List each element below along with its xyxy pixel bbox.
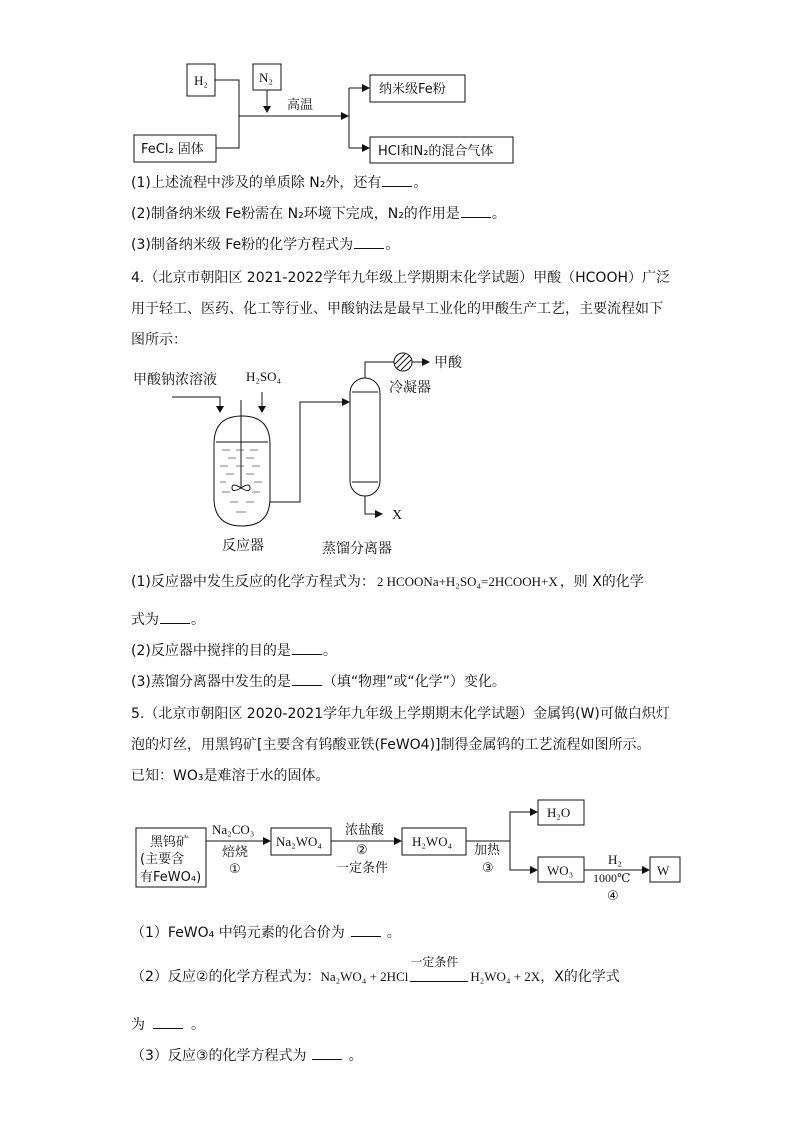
na2wo4-label: Na₂WO₄ [276, 834, 322, 849]
answer-blank[interactable] [160, 611, 190, 624]
q3-part3-text: (3)制备纳米级 Fe粉的化学方程式为 [131, 237, 354, 253]
h2-label: H₂ [194, 73, 208, 88]
answer-blank[interactable] [312, 1047, 342, 1060]
reaction-arrow [408, 955, 470, 985]
q5-part2-line1 [131, 955, 620, 986]
ore-label-3: 有FeWO₄) [140, 870, 202, 885]
q5-part2-tail: ，X的化学式 [540, 969, 620, 985]
answer-blank[interactable] [461, 205, 491, 218]
q5-part1-text: （1）FeWO₄ 中钨元素的化合价为 [131, 925, 345, 941]
q5-part3-text: （3）反应③的化学方程式为 [131, 1048, 307, 1064]
q3-part1 [131, 172, 427, 192]
formic-acid-process-diagram [0, 350, 794, 570]
ore-label-2: (主要含 [140, 852, 185, 867]
q4-intro-line2: 用于轻工、医药、化工等行业、甲酸钠法是最早工业化的甲酸生产工艺，主要流程如下 [131, 301, 663, 317]
q3-part2-text: (2)制备纳米级 Fe粉需在 N₂环境下完成，N₂的作用是 [131, 206, 460, 222]
formic-acid-label: 甲酸 [434, 355, 462, 371]
nano-fe-label: 纳米级Fe粉 [379, 82, 446, 97]
q3-part1-end: 。 [413, 175, 428, 191]
n2-label: N₂ [259, 70, 273, 85]
q5-intro-line2: 泡的灯丝，用黑钨矿[主要含有钨酸亚铁(FeWO4)]制得金属钨的工艺流程如图所示。 [131, 737, 651, 753]
q5-known: 已知：WO₃是难溶于水的固体。 [131, 768, 330, 784]
reactor-vessel [214, 416, 270, 526]
answer-blank[interactable] [382, 174, 412, 187]
q4-part3-tail: （填“物理”或“化学”）变化。 [322, 674, 506, 690]
na2co3-label: Na₂CO₃ [212, 822, 255, 837]
q5-part1 [131, 922, 401, 942]
step3-number: ③ [482, 861, 494, 876]
h2o-label: H₂O [547, 805, 571, 820]
fecl2-label: FeCl₂ 固体 [141, 142, 204, 157]
reactor-label: 反应器 [222, 538, 264, 554]
q5-part2-line2 [131, 1014, 205, 1034]
q4-intro-line1: 4.（北京市朝阳区 2021-2022学年九年级上学期期末化学试题）甲酸（HCOOH）广泛 [131, 270, 670, 286]
condenser-label: 冷凝器 [389, 380, 431, 396]
heat-label: 加热 [474, 843, 501, 858]
q4-equation: 2 HCOONa+H₂SO₄=2HCOOH+X [376, 574, 558, 589]
q5-part2-cont: 为 [131, 1017, 145, 1033]
reaction-condition: 一定条件 [410, 955, 459, 969]
q5-part3 [131, 1045, 362, 1065]
wo3-label: WO₃ [547, 863, 574, 878]
w-label: W [657, 863, 670, 878]
q3-part3-end: 。 [385, 237, 400, 253]
q3-part2-end: 。 [491, 206, 506, 222]
h2so4-label: H₂SO₄ [246, 369, 282, 384]
q5-intro-line1: 5.（北京市朝阳区 2020-2021学年九年级上学期期末化学试题）金属钨(W)可做白炽灯 [131, 706, 670, 722]
q4-part3 [131, 671, 506, 691]
answer-blank[interactable] [351, 924, 381, 937]
step1-number: ① [229, 862, 241, 877]
q4-part3-text: (3)蒸馏分离器中发生的是 [131, 674, 291, 690]
q4-part1-tail: ，则 X的化学 [559, 574, 644, 590]
q4-part1-text: (1)反应器中发生反应的化学方程式为： [131, 574, 375, 590]
q3-part2 [131, 203, 506, 223]
q4-part1-line2 [131, 609, 205, 629]
q4-intro-line3: 图所示： [131, 332, 187, 348]
high-temp-label: 高温 [287, 98, 314, 113]
answer-blank[interactable] [292, 642, 322, 655]
answer-blank[interactable] [354, 236, 384, 249]
hcl-n2-label: HCl和N₂的混合气体 [378, 144, 494, 159]
q5-part2-end: 。 [191, 1017, 205, 1033]
q5-equation-lhs: Na₂WO₄ + 2HCl [320, 969, 409, 984]
ore-label-1: 黑钨矿 [150, 835, 190, 850]
q5-part2-text: （2）反应②的化学方程式为： [131, 969, 321, 985]
q3-part1-text: (1)上述流程中涉及的单质除 N₂外，还有 [131, 175, 382, 191]
q5-equation-rhs: H₂WO₄ + 2X [470, 969, 541, 984]
column-label: 蒸馏分离器 [322, 541, 392, 557]
q4-part1-line1 [131, 571, 644, 591]
q3-part3 [131, 234, 399, 254]
answer-blank[interactable] [292, 673, 322, 686]
certain-conditions-label: 一定条件 [336, 861, 389, 876]
h2wo4-label: H₂WO₄ [412, 834, 453, 849]
temperature-label: 1000℃ [593, 871, 631, 885]
q4-part2 [131, 640, 337, 660]
conc-hcl-label: 浓盐酸 [345, 823, 385, 838]
feed-label: 甲酸钠浓溶液 [133, 372, 217, 388]
q4-part1-end: 。 [191, 612, 205, 628]
q4-part2-text: (2)反应器中搅拌的目的是 [131, 643, 291, 659]
roast-label: 焙烧 [222, 845, 249, 860]
q4-part2-end: 。 [322, 643, 337, 659]
q5-part1-end: 。 [386, 925, 401, 941]
q5-part3-end: 。 [348, 1048, 363, 1064]
h2-reagent-label: H₂ [608, 852, 622, 867]
q4-part1-cont: 式为 [131, 612, 159, 628]
x-product-label: X [392, 508, 403, 523]
answer-blank[interactable] [153, 1016, 183, 1029]
distillation-column [350, 378, 380, 496]
tungsten-process-diagram [0, 790, 794, 910]
step4-number: ④ [607, 889, 619, 904]
step2-number: ② [356, 843, 368, 858]
fe-powder-flow-diagram [0, 0, 794, 170]
